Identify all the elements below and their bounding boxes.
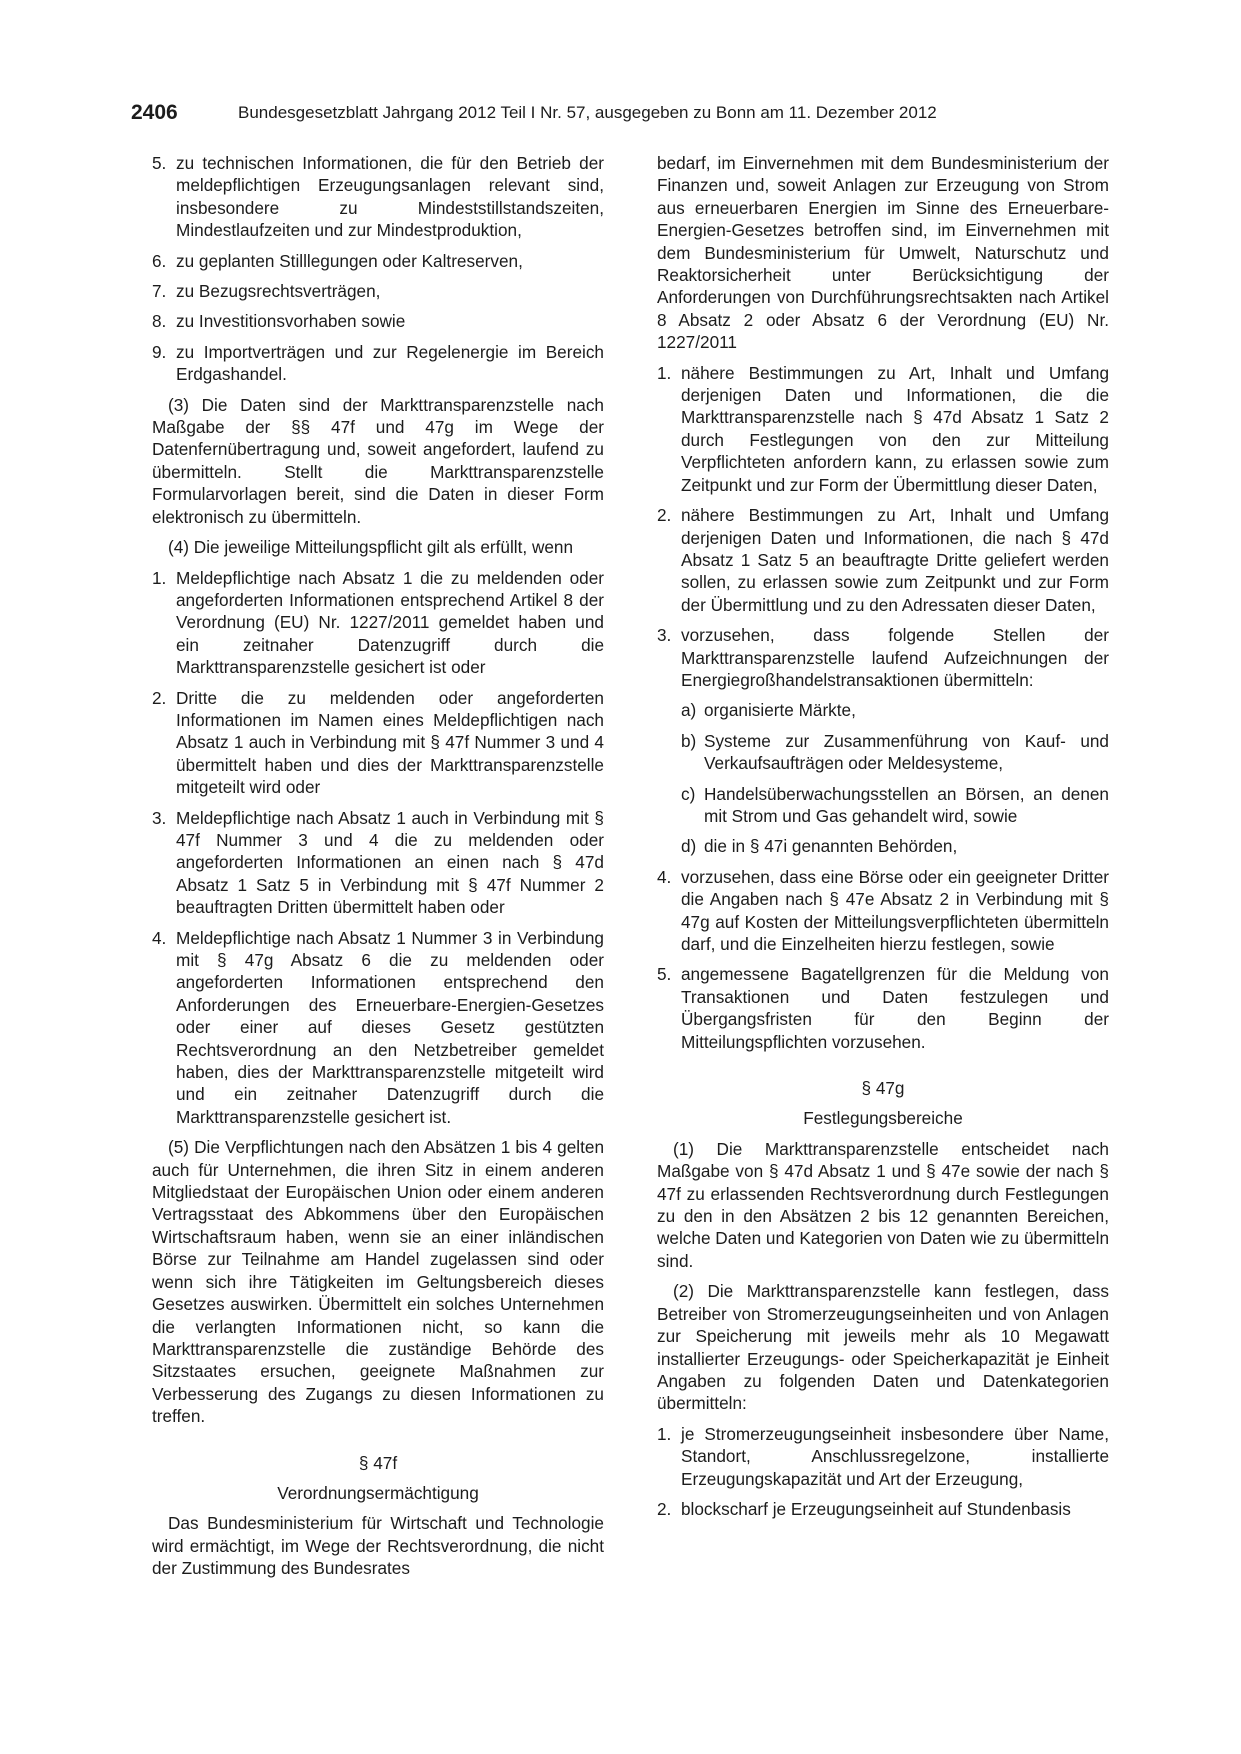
section-heading-47f: § 47f xyxy=(358,1452,398,1473)
list-items-a xyxy=(657,362,1109,692)
list-items-a xyxy=(152,152,604,386)
list-item: 2. blockscharf je Erzeugungseinheit auf Stundenbasis xyxy=(657,1498,1071,1519)
list-item: 2. nähere Bestimmungen zu Art, Inhalt und Umfang derjenigen Daten und Informationen, die nach § 47d Absatz 1 Satz 5 an beauftragte Dritte geliefert werden sollen, zu erlassen sowie zum Zeitpunkt und zur Form der Übermittlung und zu den Adressaten dieser Daten, xyxy=(657,505,1109,615)
continuation-paragraph: bedarf, im Einvernehmen mit dem Bundesministerium der Finanzen und, soweit Anlagen zur Erzeugung von Strom aus erneuerbaren Energien im Sinne des Erneuerbare-Energien-Gesetzes betroffen sind, im Einvernehmen mit dem Bundesministerium für Umwelt, Naturschutz und Reaktorsicherheit unter Berücksichtigung der Anforderungen von Durchführungsrechtsakten nach Artikel 8 Absatz 2 oder Absatz 6 der Verordnung (EU) Nr. 1227/2011 xyxy=(657,153,1109,353)
section-title-47f: Verordnungsermächtigung xyxy=(277,1482,479,1503)
list-item: 9. zu Importverträgen und zur Regelenergie im Bereich Erdgashandel. xyxy=(152,341,604,385)
paragraph-3: (3) Die Daten sind der Markttransparenzstelle nach Maßgabe der §§ 47f und 47g im Wege der Datenfernübertragung und, soweit angefordert, laufend zu übermitteln. Stellt die Markttransparenzstelle Formularvorlagen bereit, sind die Daten in dieser Form elektronisch zu übermitteln. xyxy=(152,394,604,527)
list-item: 1. je Stromerzeugungseinheit insbesondere über Name, Standort, Anschlussregelzone, installierte Erzeugungskapazität und Art der Erzeugung, xyxy=(657,1423,1109,1489)
list-item: 5. angemessene Bagatellgrenzen für die Meldung von Transaktionen und Daten festzulegen und Übergangsfristen für den Beginn der Mitteilungspflichten vorzusehen. xyxy=(657,964,1109,1052)
list-item: 8. zu Investitionsvorhaben sowie xyxy=(152,311,406,332)
sub-list-item: a) organisierte Märkte, xyxy=(681,700,856,721)
left-column xyxy=(152,152,604,1588)
paragraph-5: (5) Die Verpflichtungen nach den Absätzen 1 bis 4 gelten auch für Unternehmen, die ihren Sitz in einem anderen Mitgliedstaat der Europäischen Union oder einem anderen Vertragsstaat des Abkommens über den Europäischen Wirtschaftsraum haben, wenn sie an einer inländischen Börse zur Teilnahme am Handel zugelassen sind oder wenn sich ihre Tätigkeiten im Geltungsbereich dieses Gesetzes auswirken. Übermittelt ein solches Unternehmen die verlangten Informationen nicht, so kann die Markttransparenzstelle die zuständige Behörde des Sitzstaates ersuchen, geeignete Maßnahmen zur Verbesserung des Zugangs zu diesen Informationen zu treffen. xyxy=(152,1137,604,1427)
list-item: 6. zu geplanten Stilllegungen oder Kaltreserven, xyxy=(152,250,523,271)
sub-list-item: c) Handelsüberwachungsstellen an Börsen, an denen mit Strom und Gas gehandelt wird, sowie xyxy=(681,783,1109,826)
list-item: 4. Meldepflichtige nach Absatz 1 Nummer 3 in Verbindung mit § 47g Absatz 6 die zu meldenden oder angeforderten Informationen entsprechend den Anforderungen des Erneuerbare-Energien-Gesetzes oder einer auf dieses Gesetz gestützten Rechtsverordnung an den Netzbetreiber gemeldet haben, dies der Markttransparenzstelle mitgeteilt wird und ein zeitnaher Datenzugriff durch die Markttransparenzstelle gesichert ist. xyxy=(152,927,604,1127)
list-item: 4. vorzusehen, dass eine Börse oder ein geeigneter Dritter die Angaben nach § 47e Absatz 2 in Verbindung mit § 47g auf Kosten der Mitteilungsverpflichteten übermitteln darf, und die Einzelheiten hierzu festlegen, sowie xyxy=(657,866,1109,954)
list-items-b xyxy=(657,866,1109,1053)
page-header xyxy=(131,101,1011,131)
list-items-b xyxy=(152,567,604,1129)
paragraph-4: (4) Die jeweilige Mitteilungspflicht gilt als erfüllt, wenn xyxy=(168,537,574,558)
list-item: 3. vorzusehen, dass folgende Stellen der Markttransparenzstelle laufend Aufzeichnungen der Energiegroßhandelstransaktionen übermitteln: xyxy=(657,625,1109,690)
section-heading-47g: § 47g xyxy=(861,1078,905,1099)
list-item: 5. zu technischen Informationen, die für den Betrieb der meldepflichtigen Erzeugungsanlagen relevant sind, insbesondere zu Mindeststillstandszeiten, Mindestlaufzeiten und zur Mindestproduktion, xyxy=(152,153,604,241)
list-item: 2. Dritte die zu meldenden oder angeforderten Informationen im Namen eines Meldepflichtigen nach Absatz 1 auch in Verbindung mit § 47f Nummer 3 und 4 übermittelt haben und dies der Markttransparenzstelle mitgeteilt wird oder xyxy=(152,687,604,798)
list-item: 1. nähere Bestimmungen zu Art, Inhalt und Umfang derjenigen Daten und Informationen, die die Markttransparenzstelle nach § 47d Absatz 1 Satz 2 durch Festlegungen von den zur Mitteilung Verpflichteten anfordern kann, zu erlassen sowie zum Zeitpunkt und zur Form der Übermittlung dieser Daten, xyxy=(657,362,1109,495)
list-item: 7. zu Bezugsrechtsverträgen, xyxy=(152,281,381,302)
sub-list xyxy=(657,699,1109,857)
section-title-47g: Festlegungsbereiche xyxy=(803,1108,963,1129)
list-item: 1. Meldepflichtige nach Absatz 1 die zu meldenden oder angeforderten Informationen entsprechend Artikel 8 der Verordnung (EU) Nr. 1227/2011 gemeldet haben und ein zeitnaher Datenzugriff durch die Markttransparenzstelle gesichert ist oder xyxy=(152,567,604,678)
sub-list-item: b) Systeme zur Zusammenführung von Kauf- und Verkaufsaufträgen oder Meldesysteme, xyxy=(681,730,1109,774)
page-number: 2406 xyxy=(131,101,178,124)
paragraph-2: (2) Die Markttransparenzstelle kann festlegen, dass Betreiber von Stromerzeugungseinheiten und von Anlagen zur Speicherung mit jeweils mehr als 10 Megawatt installierter Erzeugungs- oder Speicherkapazität je Einheit Angaben zu folgenden Daten und Datenkategorien übermitteln: xyxy=(657,1281,1109,1414)
right-column xyxy=(657,152,1109,1528)
sub-list-item: d) die in § 47i genannten Behörden, xyxy=(681,836,958,857)
section-47f-intro: Das Bundesministerium für Wirtschaft und Technologie wird ermächtigt, im Wege der Rechtsverordnung, die nicht der Zustimmung des Bundesrates xyxy=(152,1513,604,1579)
list-item: 3. Meldepflichtige nach Absatz 1 auch in Verbindung mit § 47f Nummer 3 und 4 die zu meldenden oder angeforderten Informationen an einen nach § 47d Absatz 1 Satz 5 in Verbindung mit § 47f Nummer 2 beauftragten Dritten übermittelt haben oder xyxy=(152,807,604,918)
running-title: Bundesgesetzblatt Jahrgang 2012 Teil I Nr. 57, ausgegeben zu Bonn am 11. Dezember 2012 xyxy=(238,103,937,122)
list-items-c xyxy=(657,1423,1109,1521)
paragraph-1: (1) Die Markttransparenzstelle entscheidet nach Maßgabe von § 47d Absatz 1 und § 47e sowie der nach § 47f zu erlassenden Rechtsverordnung durch Festlegungen zu den in den Absätzen 2 bis 12 genannten Bereichen, welche Daten und Kategorien von Daten wie zu übermitteln sind. xyxy=(657,1138,1109,1271)
